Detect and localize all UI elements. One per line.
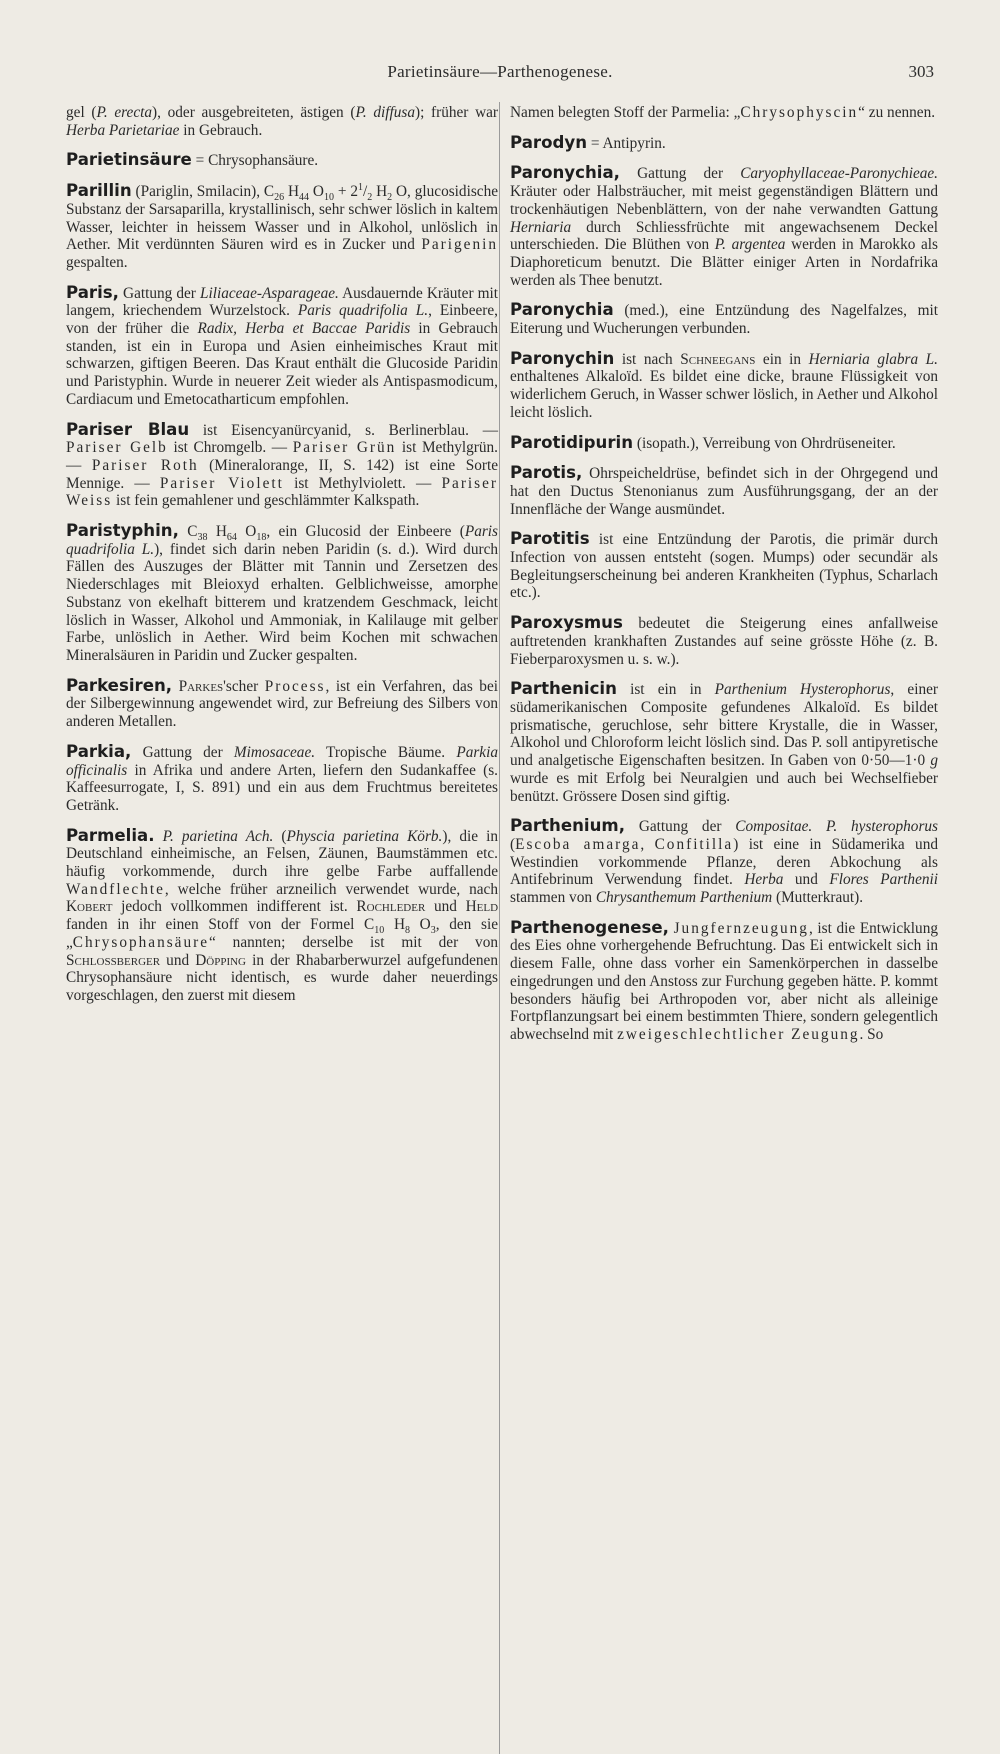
dictionary-entry (510, 817, 938, 907)
entry-headword: Parotis, (510, 463, 583, 483)
entry-continuation (510, 104, 938, 122)
entry-body: Ohrspeicheldrüse, befindet sich in der Ohrgegend und hat den Ductus Stenonianus zum Ausführungsgang, der an der Innenfläche der Wange ausmündet. (510, 465, 938, 518)
entry-body: gel (P. erecta), oder ausgebreiteten, ästigen (P. diffusa); früher war Herba Parietariae in Gebrauch. (66, 104, 498, 139)
entry-headword: Parmelia. (66, 825, 155, 845)
entry-body: Gattung der Mimosaceae. Tropische Bäume. Parkia officinalis in Afrika und andere Arten, liefern den Sudankaffee (s. Kaffeesurrogate, I, S. 891) und ein aus dem Fruchtmus bereitetes Getränk. (66, 743, 498, 814)
dictionary-entry (66, 284, 498, 409)
dictionary-entry (66, 522, 498, 665)
entry-headword: Parillin (66, 181, 132, 201)
entry-headword: Parthenogenese, (510, 917, 669, 937)
entry-body: ist Eisencyanürcyanid, s. Berlinerblau. — Pariser Gelb ist Chromgelb. — Pariser Grün ist Methylgrün. — Pariser Roth (Mineralorange, II, S. 142) ist eine Sorte Mennige. — Pariser Violett ist Methylviolett. — Pariser Weiss ist fein gemahlener und geschlämmter Kalkspath. (66, 421, 499, 510)
right-column (510, 104, 938, 1056)
dictionary-entry (510, 530, 938, 602)
dictionary-entry (510, 164, 938, 289)
dictionary-entry (66, 151, 498, 170)
entry-body: = Antipyrin. (587, 134, 666, 152)
entry-body: Gattung der Liliaceae-Asparageae. Ausdauernde Kräuter mit langem, kriechendem Wurzelstock. Paris quadrifolia L., Einbeere, von der früher die Radix, Herba et Baccae Paridis in Gebrauch standen, ist ein in Europa und Asien einheimisches Kraut mit schwarzen, giftigen Beeren. Das Kraut enthält die Glucoside Paridin und Paristyphin. Wurde in neuerer Zeit wieder als Antispasmodicum, Cardiacum und Emetocatharticum empfohlen. (66, 284, 498, 408)
entry-body: ist eine Entzündung der Parotis, die primär durch Infection von aussen entsteht (sogen. Mumps) oder secundär als Begleitungserscheinung bei anderen Krankheiten (Typhus, Scharlach etc.). (510, 531, 938, 602)
entry-body: Gattung der Compositae. P. hysterophorus (Escoba amarga, Confitilla) ist eine in Südamerika und Westindien vorkommende Pflanze, deren Abkochung als Antifebrinum Verwendung findet. Herba und Flores Parthenii stammen von Chrysanthemum Parthenium (Mutterkraut). (510, 818, 939, 907)
dictionary-entry (66, 827, 498, 1005)
dictionary-entry (510, 614, 938, 668)
page-number: 303 (908, 62, 934, 81)
entry-headword: Parkia, (66, 741, 132, 761)
entry-headword: Parthenium, (510, 816, 626, 836)
dictionary-entry (510, 134, 938, 153)
entry-headword: Parietinsäure (66, 150, 192, 170)
entry-headword: Paroxysmus (510, 613, 623, 633)
column-divider (499, 102, 500, 1754)
entry-headword: Pariser Blau (66, 419, 190, 439)
entry-headword: Paronychin (510, 348, 615, 368)
entry-body: bedeutet die Steigerung eines anfallweise auftretenden krankhaften Zustandes auf seine grösste Höhe (z. B. Fieberparoxysmen u. s. w.). (510, 615, 938, 668)
entry-body: (isopath.), Verreibung von Ohrdrüseneiter. (633, 434, 896, 452)
page-header (0, 58, 1000, 88)
dictionary-entry (66, 677, 498, 731)
entry-body: ist ein in Parthenium Hysterophorus, einer südamerikanischen Composite gefundenes Alkaloïd. Es bildet prismatische, geruchlose, sehr bittere Krystalle, die in Wasser, Alkohol und Chloroform leicht löslich sind. Das P. soll antipyretische und analgetische Eigenschaften besitzen. In Gaben von 0·50—1·0 g wurde es mit Erfolg bei Neuralgien und auch bei Wechselfieber benützt. Grössere Dosen sind giftig. (510, 681, 938, 805)
entry-headword: Paris, (66, 282, 119, 302)
dictionary-entry (510, 680, 938, 805)
dictionary-entry (510, 464, 938, 518)
entry-body: P. parietina Ach. (Physcia parietina Körb.), die in Deutschland einheimische, an Felsen, Zäunen, Baumstämmen etc. häufig vorkommende, durch ihre gelbe Farbe auffallende Wandflechte, welche früher arzneilich verwendet wurde, nach Kobert jedoch vollkommen indifferent ist. Rochleder und Held fanden in ihr einen Stoff von der Formel $C_{10}$ $H_8$ $O_3$, den sie „Chrysophansäure“ nannten; derselbe ist mit der von Schlossberger und Döpping in der Rhabarberwurzel aufgefundenen Chrysophansäure nicht identisch, es wurde daher neuerdings vorgeschlagen, den zuerst mit diesem (66, 827, 499, 1004)
entry-headword: Parodyn (510, 132, 588, 152)
dictionary-entry (510, 301, 938, 337)
dictionary-entry (510, 350, 938, 422)
entry-headword: Parotidipurin (510, 432, 634, 452)
entry-body: ist nach Schneegans ein in Herniaria glabra L. enthaltenes Alkaloïd. Es bildet eine dicke, braune Flüssigkeit von widerlichem Geruch, in Wasser schwer löslich, in Aether und Alkohol leicht löslich. (510, 350, 938, 421)
entry-headword: Parotitis (510, 529, 590, 549)
running-head: Parietinsäure—Parthenogenese. (387, 62, 613, 81)
entry-headword: Paronychia (510, 300, 614, 320)
entry-headword: Paronychia, (510, 163, 620, 183)
entry-body: Jungfernzeugung, ist die Entwicklung des Eies ohne vorhergehende Befruchtung. Das Ei entwickelt sich in diesem Falle, ohne dass vorher ein Samenkörperchen in dasselbe eingedrungen und den Anstoss zur Furchung gegeben hätte. P. kommt besonders häufig bei Arthropoden vor, aber nicht als alleinige Fortpflanzungsart bei einem bestimmten Thiere, sondern gelegentlich abwechselnd mit zweigeschlechtlicher Zeugung. So (510, 919, 938, 1043)
entry-body: $C_{38}$ $H_{64}$ $O_{18}$, ein Glucosid der Einbeere (Paris quadrifolia L.), findet sich darin neben Paridin (s. d.). Wird durch Fällen des Auszuges der Blätter mit Tannin und Zersetzen des Niederschlages mit Bleioxyd erhalten. Gelblichweisse, amorphe Substanz von ekelhaft bitterem und kratzendem Geschmack, leicht löslich in Wasser, Alkohol und Ammoniak, in Kalilauge mit gelber Farbe, unlöslich in Aether. Wird beim Kochen mit schwachen Mineralsäuren in Paridin und Zucker gespalten. (66, 523, 499, 664)
entry-headword: Paristyphin, (66, 521, 179, 541)
dictionary-entry (66, 421, 498, 511)
dictionary-entry (66, 743, 498, 815)
entry-headword: Parthenicin (510, 679, 617, 699)
entry-body: (Pariglin, Smilacin), $C_{26}$ $H_{44}$ $O_{10} + 2^1/_2$ $H_2$ O, glucosidische Substanz der Sarsaparilla, krystallinisch, sehr schwer löslich in kaltem Wasser, leichter in heissem Wasser und in Alkohol, unlöslich in Aether. Mit verdünnten Säuren wird es in Zucker und Parigenin gespalten. (66, 182, 499, 271)
entry-body: Gattung der Caryophyllaceae-Paronychieae. Kräuter oder Halbsträucher, mit meist gegenständigen Blättern und trockenhäutigen Nebenblättern, von der nahe verwandten Gattung Herniaria durch Schliessfrüchte mit angewachsenem Deckel unterschieden. Die Blüthen von P. argentea werden in Marokko als Diaphoreticum benutzt. Die Blätter einiger Arten in Nordafrika werden als Thee benutzt. (510, 165, 938, 289)
entry-body: Parkes'scher Process, ist ein Verfahren, das bei der Silbergewinnung angewendet wird, zur Befreiung des Silbers von anderen Metallen. (66, 677, 498, 731)
entry-body: (med.), eine Entzündung des Nagelfalzes, mit Eiterung und Wucherungen verbunden. (510, 302, 938, 338)
entry-continuation (66, 104, 498, 139)
left-column (66, 104, 498, 1017)
entry-body: = Chrysophansäure. (191, 152, 319, 170)
dictionary-entry (510, 919, 938, 1044)
entry-headword: Parkesiren, (66, 675, 173, 695)
dictionary-entry (510, 434, 938, 453)
dictionary-entry (66, 182, 498, 272)
entry-body: Namen belegten Stoff der Parmelia: „Chrysophyscin“ zu nennen. (510, 104, 936, 121)
